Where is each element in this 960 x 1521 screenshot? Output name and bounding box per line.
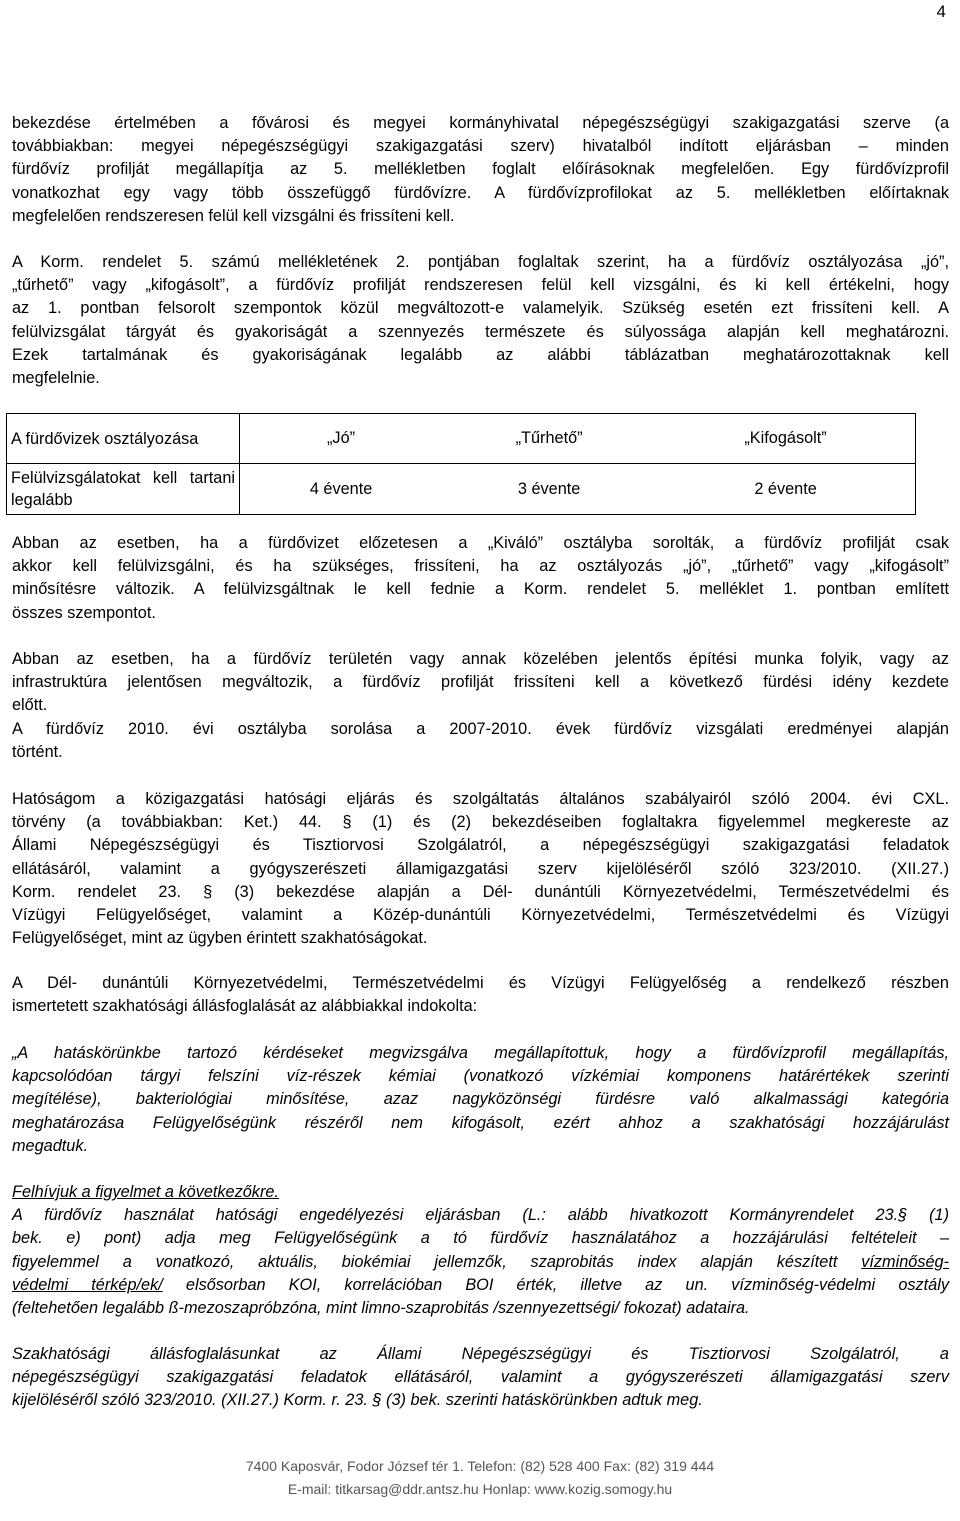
underlined-term xyxy=(95,1276,183,1294)
text-line: akkor kell felülvizsgálni, és ha szükséges, frissíteni, ha az osztályozás „jó”, „tűrhető” vagy „kifogásolt” xyxy=(12,557,949,576)
underlined-term xyxy=(188,1276,320,1294)
paragraph-quoted-opinion xyxy=(12,1042,949,1158)
text-line: Abban az esetben, ha a fürdővíz területén vagy annak közelében jelentős építési munka folyik, vagy az xyxy=(12,650,949,668)
table-row xyxy=(7,464,916,515)
text-line: védelmi térkép/ek/ elsősorban KOI, korrelációban BOI érték, illetve az un. vízminőség-védelmi osztály xyxy=(12,1275,949,1294)
paragraph-competence xyxy=(12,1343,949,1413)
footer-contact: E-mail: titkarsag@ddr.antsz.hu Honlap: www.kozig.somogy.hu xyxy=(287,1481,673,1497)
underlined-term: védelmi térkép/ek/ xyxy=(12,1275,163,1294)
text-line: népegészségügyi szakigazgatási feladatok ellátásáról, valamint a gyógyszerészeti államigazgatási szerv xyxy=(12,1368,949,1387)
table-row-label: Felülvizsgálatokat kell tartani legalább xyxy=(7,464,240,515)
table-cell: „Tűrhető” xyxy=(442,414,656,464)
text-line: Hatóságom a közigazgatási hatósági eljárás és szolgáltatás általános szabályairól szóló 2004. évi CXL. xyxy=(12,790,949,808)
text-line: megfelelnie. xyxy=(12,369,100,388)
paragraph-authority xyxy=(12,788,949,950)
text-line: A fürdővíz használat hatósági engedélyezési eljárásban (L.: alább hivatkozott Kormányrendelet 23.§ (1) xyxy=(12,1206,949,1225)
text-line: „A hatáskörünkbe tartozó kérdéseket megvizsgálva megállapítottuk, hogy a fürdővízprofil megállapítás, xyxy=(12,1044,949,1062)
text-line: megítélése), bakteriológiai minősítése, azaz nagyközönségi fürdésre való alkalmassági kategória xyxy=(12,1090,949,1109)
table-cell: 3 évente xyxy=(442,464,656,515)
text-line: továbbiakban: megyei népegészségügyi szakigazgatási szerv) hivatalból indított eljárásban – minden xyxy=(12,137,949,156)
text-line: Szakhatósági állásfoglalásunkat az Állami Népegészségügyi és Tisztiorvosi Szolgálatról, a xyxy=(12,1345,949,1363)
paragraph-construction xyxy=(12,648,949,764)
text-line: A Korm. rendelet 5. számú mellékletének 2. pontjában foglaltak szerint, ha a fürdővíz osztályozása „jó”, xyxy=(12,253,949,271)
paragraph-excellent-class xyxy=(12,532,949,625)
text-line: megfelelően rendszeresen felül kell vizsgálni és frissíteni kell. xyxy=(12,206,455,225)
page-number: 4 xyxy=(936,2,946,21)
text-line: figyelemmel a vonatkozó, aktuális, biokémiai jellemzők, szaprobitás index alapján készített vízminőség- xyxy=(12,1252,949,1271)
text-line: „tűrhető” vagy „kifogásolt”, a fürdővíz profilját rendszeresen felül kell vizsgálni, és ki kell értékelni, hogy xyxy=(12,276,949,295)
text-line: fürdővíz profilját megállapítja az 5. mellékletben foglalt előírásoknak megfelelően. Egy fürdővízprofil xyxy=(12,160,949,179)
text-line: bek. e) pont) adja meg Felügyelőségünk a tó fürdővíz használatához a hozzájárulási feltételeit – xyxy=(12,1229,949,1248)
table-cell: „Kifogásolt” xyxy=(656,414,915,464)
text-line: Felügyelőséget, mint az ügyben érintett szakhatóságokat. xyxy=(12,929,428,948)
table-cell: 2 évente xyxy=(656,464,915,515)
text-line: minősítésre változik. A felülvizsgáltnak le kell fednie a Korm. rendelet 5. melléklet 1. pontban említett xyxy=(12,580,949,599)
text-line: törvény (a továbbiakban: Ket.) 44. § (1) és (2) bekezdéseiben foglaltakra figyelemmel megkereste az xyxy=(12,813,949,832)
table-row-label: A fürdővizek osztályozása xyxy=(7,414,240,464)
footer-address: 7400 Kaposvár, Fodor József tér 1. Telefon: (82) 528 400 Fax: (82) 319 444 xyxy=(245,1458,715,1474)
text-line: ismertetett szakhatósági állásfoglalását az alábbiakkal indokolta: xyxy=(12,997,478,1016)
text-line: (feltehetően legalább ß-mezoszapróbzóna, mint limno-szaprobitás /szennyezettségi/ fokozat) adataira. xyxy=(12,1299,750,1318)
text-line: előtt. xyxy=(12,696,48,715)
text-line: az 1. pontban felsorolt szempontok közül megváltozott-e valamelyik. Szükség esetén ezt frissíteni kell. A xyxy=(12,299,949,318)
table-cell: 4 évente xyxy=(240,464,443,515)
text-line: Ezek tartalmának és gyakoriságának legalább az alábbi táblázatban meghatározottaknak kell xyxy=(12,345,949,364)
text-line: megadtuk. xyxy=(12,1136,89,1155)
table-cell: „Jó” xyxy=(240,414,443,464)
text-line: összes szempontot. xyxy=(12,603,156,622)
paragraph-attention xyxy=(12,1181,949,1320)
text-line: ellátásáról, valamint a gyógyszerészeti államigazgatási szerv kijelöléséről szóló 323/2010. (XII.27.) xyxy=(12,859,949,878)
text-line: meghatározása Felügyelőségünk részéről nem kifogásolt, ezért ahhoz a szakhatósági hozzájárulást xyxy=(12,1113,949,1132)
underlined-term: vízminőség- xyxy=(861,1252,949,1271)
text-line: bekezdése értelmében a fővárosi és megyei kormányhivatal népegészségügyi szakigazgatási szerve (a xyxy=(12,114,949,132)
text-line: kijelöléséről szóló 323/2010. (XII.27.) Korm. r. 23. § (3) bek. szerinti hatáskörünkben adtuk meg. xyxy=(12,1391,703,1410)
text-line: kapcsolódóan tárgyi felszíni víz-részek kémiai (vonatkozó vízkémiai komponens határértékek szerinti xyxy=(12,1067,949,1086)
text-line: felülvizsgálat tárgyát és gyakoriságát a szennyezés természete és súlyossága alapján kell meghatározni. xyxy=(12,322,949,341)
paragraph-review-rules xyxy=(12,251,949,390)
text-line: Korm. rendelet 23. § (3) bekezdése alapján a Dél- dunántúli Környezetvédelmi, Természetvédelmi és xyxy=(12,882,949,901)
text-line: Állami Népegészségügyi és Tisztiorvosi Szolgálatról, a népegészségügyi szakigazgatási feladatok xyxy=(12,836,949,855)
text-line: vonatkozhat egy vagy több összefüggő fürdővízre. A fürdővízprofilokat az 5. mellékletben előírtaknak xyxy=(12,183,949,202)
text-line: infrastruktúra jelentősen megváltozik, a fürdővíz profilját frissíteni kell a következő fürdési idény kezdete xyxy=(12,673,949,692)
attention-heading: Felhívjuk a figyelmet a következőkre. xyxy=(12,1183,279,1201)
paragraph-profile-definition xyxy=(12,112,949,228)
text-line: Vízügyi Felügyelőséget, valamint a Közép-dunántúli Környezetvédelmi, Természetvédelmi és Vízügyi xyxy=(12,906,949,925)
text-line: Abban az esetben, ha a fürdővizet előzetesen a „Kiváló” osztályba sorolták, a fürdővíz profilját csak xyxy=(12,534,949,552)
text-line: történt. xyxy=(12,742,63,761)
text-line: A Dél- dunántúli Környezetvédelmi, Természetvédelmi és Vízügyi Felügyelőség a rendelkező részben xyxy=(12,974,949,992)
review-frequency-table xyxy=(6,413,916,515)
text-line: A fürdővíz 2010. évi osztályba sorolása a 2007-2010. évek fürdővíz vizsgálati eredményei alapján xyxy=(12,719,949,738)
underlined-term xyxy=(12,1276,91,1294)
table-row xyxy=(7,414,916,464)
paragraph-inspectorate xyxy=(12,972,949,1018)
